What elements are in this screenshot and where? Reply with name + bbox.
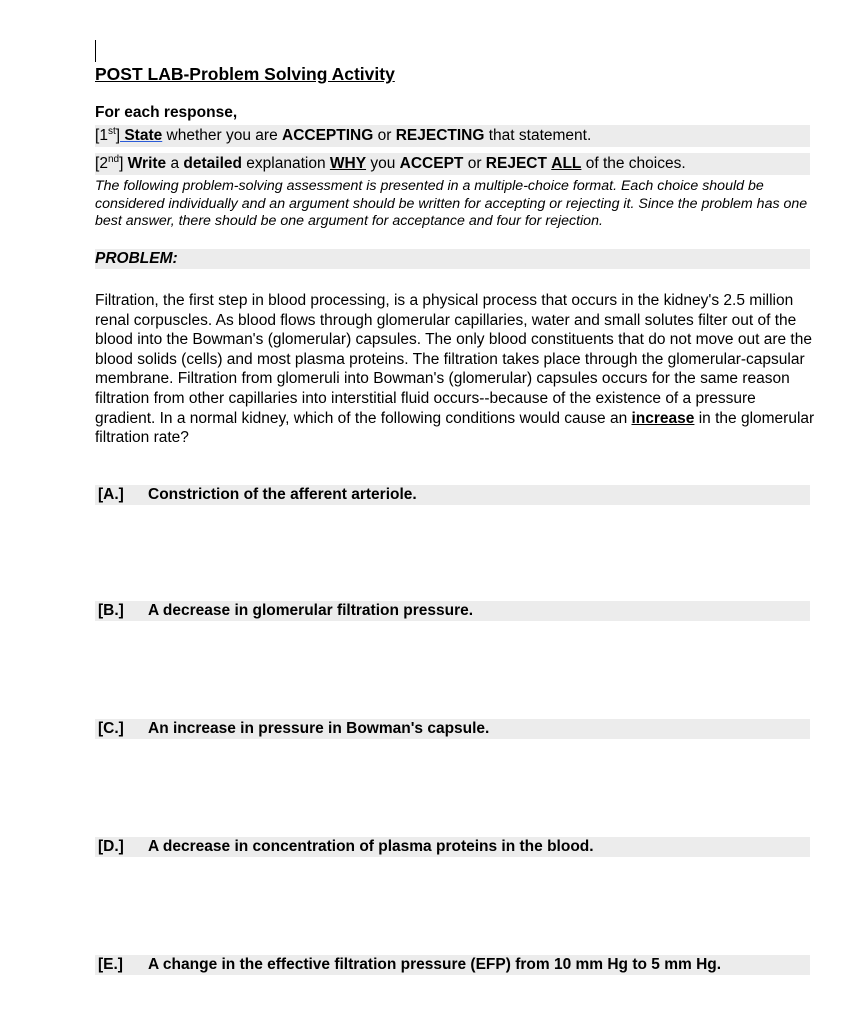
emphasis-increase: increase	[631, 409, 695, 427]
problem-label: PROBLEM:	[95, 249, 810, 269]
instructions-intro: For each response,	[95, 104, 238, 121]
choice-letter: [C.]	[98, 720, 124, 737]
choice-letter: [E.]	[98, 956, 123, 973]
choice-text: A change in the effective filtration pressure (EFP) from 10 mm Hg to 5 mm Hg.	[148, 956, 722, 973]
choice-letter: [D.]	[98, 838, 124, 855]
choice-letter: [A.]	[98, 486, 124, 503]
choice-d	[95, 837, 810, 857]
problem-text: Filtration, the first step in blood processing, is a physical process that occurs in the kidney's 2.5 million renal corpuscles. As blood flows through glomerular capillaries, water and small solutes filter out of the blood into the Bowman's (glomerular) capsules. The only blood constituents that do not move out are the blood solids (cells) and most plasma proteins. The filtration takes place through the glomerular-capsular membrane. Filtration from glomeruli into Bowman's (glomerular) capsules occurs for the same reason filtration from other capillaries into interstitial fluid occurs--because of the existence of a pressure gradient. In a normal kidney, which of the following conditions would cause an increase in the glomerular filtration rate?	[95, 292, 815, 447]
choice-a	[95, 485, 810, 505]
choice-text: A decrease in concentration of plasma proteins in the blood.	[148, 838, 594, 855]
instruction-step-1: [1st] State whether you are ACCEPTING or REJECTING that statement.	[95, 125, 810, 147]
choice-c	[95, 719, 810, 739]
choice-text: An increase in pressure in Bowman's capsule.	[148, 720, 490, 737]
choice-letter: [B.]	[98, 602, 124, 619]
assessment-note: The following problem-solving assessment is presented in a multiple-choice format. Each choice should be considered individually and an argument should be written for accepting or rejecting it. Since the problem has one best answer, there should be one argument for acceptance and four for rejection.	[95, 178, 808, 229]
choice-text: A decrease in glomerular filtration pressure.	[148, 602, 474, 619]
choice-text: Constriction of the afferent arteriole.	[148, 486, 417, 503]
page-title: POST LAB-Problem Solving Activity	[95, 64, 395, 84]
instruction-step-2: [2nd] Write a detailed explanation WHY you ACCEPT or REJECT ALL of the choices.	[95, 153, 810, 175]
choice-e	[95, 955, 810, 975]
choice-b	[95, 601, 810, 621]
text-cursor	[95, 40, 96, 62]
state-link[interactable]: State	[120, 127, 163, 144]
